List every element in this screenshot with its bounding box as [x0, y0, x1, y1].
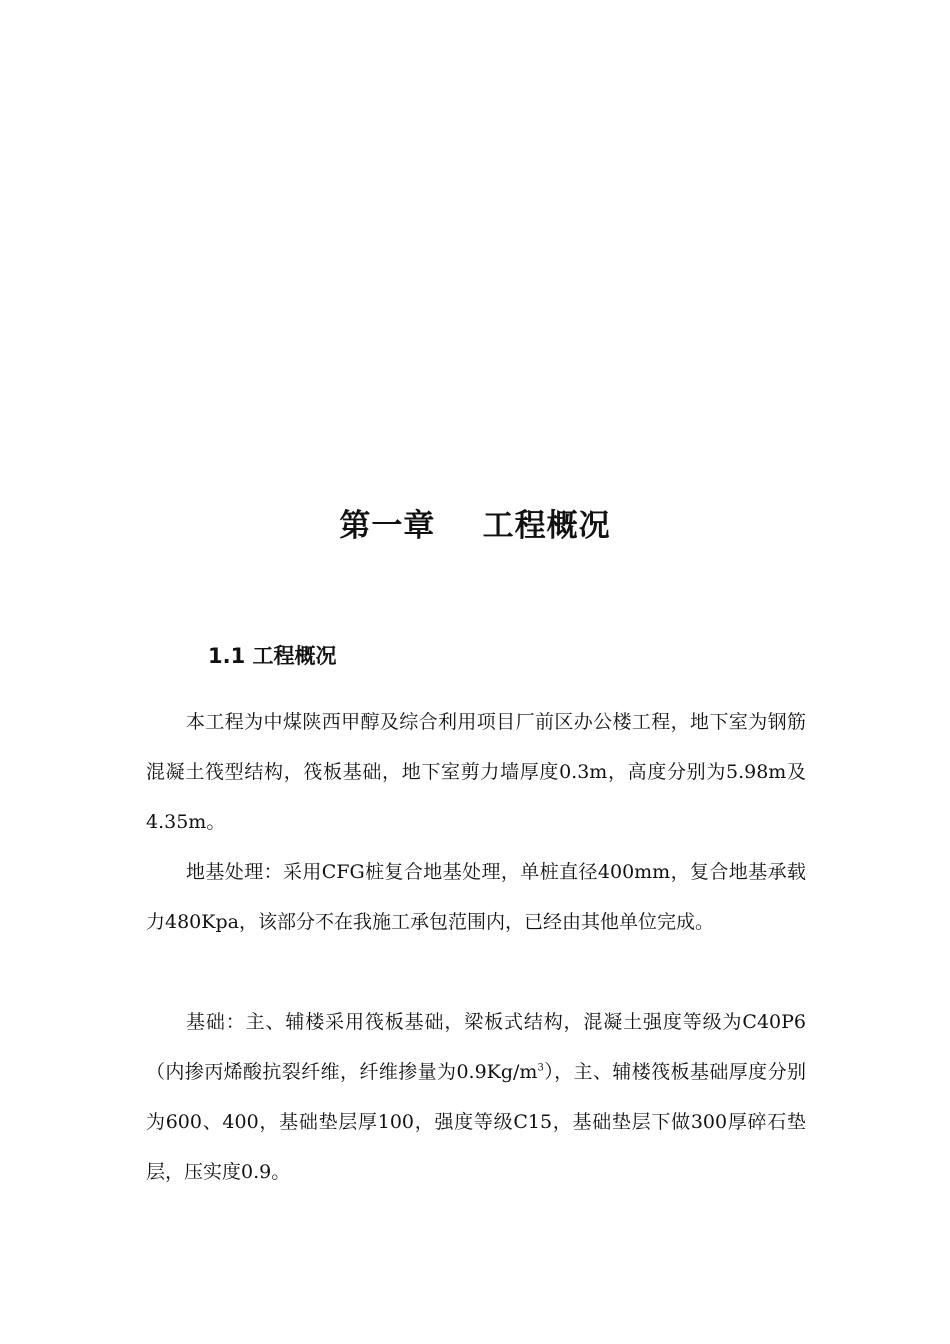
paragraph-foundation-text-before: 基础：主、辅楼采用筏板基础，梁板式结构，混凝土强度等级为C40P6（内掺丙烯酸抗裂纤维，纤维掺量为0.9Kg/m [146, 1011, 806, 1083]
paragraph-foundation-text-after: ），主、辅楼筏板基础厚度分别为600、400，基础垫层厚100，强度等级C15，基础垫层下做300厚碎石垫层，压实度0.9。 [146, 1061, 806, 1183]
paragraph-foundation [146, 997, 806, 1197]
paragraph-foundation-treatment: 地基处理：采用CFG桩复合地基处理，单桩直径400mm，复合地基承载力480Kpa，该部分不在我施工承包范围内，已经由其他单位完成。 [146, 861, 806, 933]
section-title: 1.1 工程概况 [208, 644, 337, 668]
chapter-title: 第一章 工程概况 [339, 508, 611, 544]
paragraph-project-overview: 本工程为中煤陕西甲醇及综合利用项目厂前区办公楼工程，地下室为钢筋混凝土筏型结构，筏板基础，地下室剪力墙厚度0.3m，高度分别为5.98m及4.35m。 [146, 711, 806, 833]
unit-superscript: 3 [537, 1062, 544, 1074]
